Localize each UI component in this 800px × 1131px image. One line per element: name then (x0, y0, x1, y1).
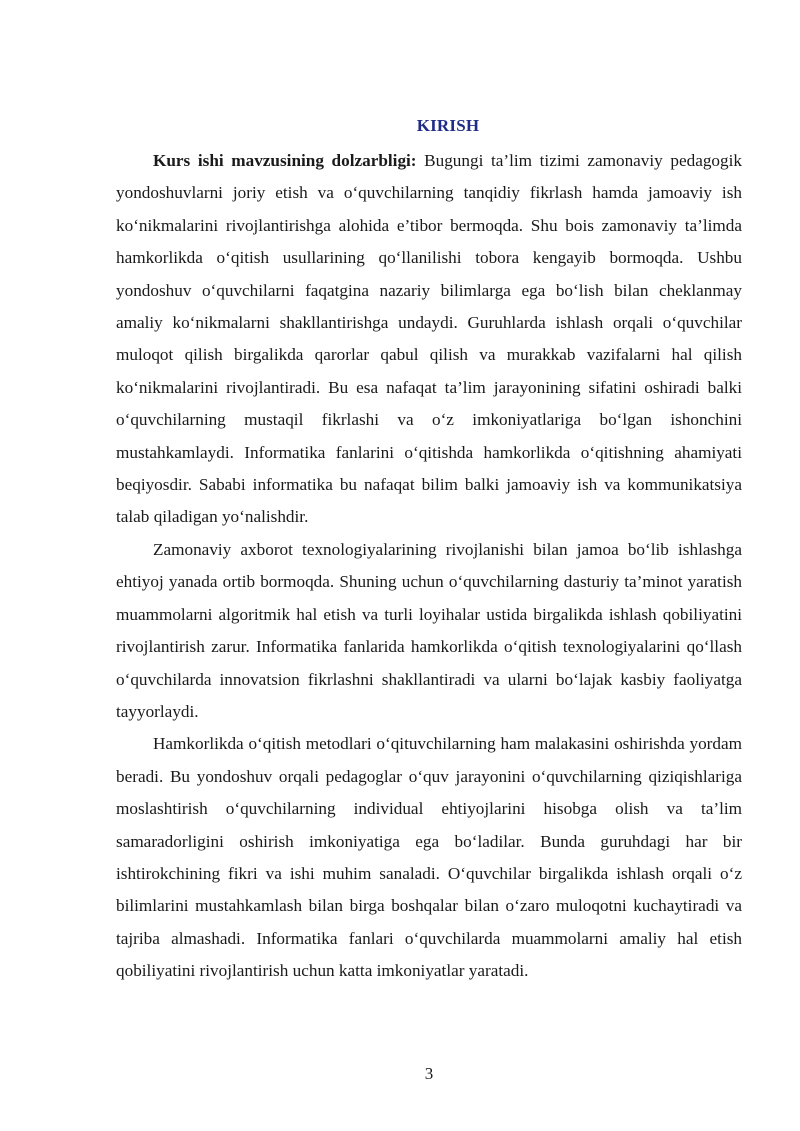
paragraph-1-text: Bugungi ta’lim tizimi zamonaviy pedagogik yondoshuvlarni joriy etish va o‘quvchilarning tanqidiy fikrlash hamda jamoaviy ish ko‘nikmalarini rivojlantirishga alohida e’tibor bermoqda. Shu bois zamonaviy ta’limda hamkorlikda o‘qitish usullarining qo‘llanilishi tobora kengayib bormoqda. Ushbu yondoshuv o‘quvchilarni faqatgina nazariy bilimlarga ega bo‘lish bilan cheklanmay amaliy ko‘nikmalarni shakllantirishga undaydi. Guruhlarda ishlash orqali o‘quvchilar muloqot qilish birgalikda qarorlar qabul qilish va murakkab vazifalarni hal qilish ko‘nikmalarini rivojlantiradi. Bu esa nafaqat ta’lim jarayonining sifatini oshiradi balki o‘quvchilarning mustaqil fikrlashi va o‘z imkoniyatlariga bo‘lgan ishonchini mustahkamlaydi. Informatika fanlarini o‘qitishda hamkorlikda o‘qitishning ahamiyati beqiyosdir. Sababi informatika bu nafaqat bilim balki jamoaviy ish va kommunikatsiya talab qiladigan yo‘nalishdir. (116, 151, 742, 527)
section-title: KIRISH (416, 116, 480, 135)
paragraph-3: Hamkorlikda o‘qitish metodlari o‘qituvchilarning ham malakasini oshirishda yordam beradi. Bu yondoshuv orqali pedagoglar o‘quv jarayonini o‘quvchilarning qiziqishlariga moslashtirish o‘quvchilarning individual ehtiyojlarini hisobga olish va ta’lim samaradorligini oshirish imkoniyatiga ega bo‘ladilar. Bunda guruhdagi har bir ishtirokchining fikri va ishi muhim sanaladi. O‘quvchilar birgalikda ishlash orqali o‘z bilimlarini mustahkamlash bilan birga boshqalar bilan o‘zaro muloqotni kuchaytiradi va tajriba almashadi. Informatika fanlari o‘quvchilarda muammolarni amaliy hal etish qobiliyatini rivojlantirish uchun katta imkoniyatlar yaratadi. (116, 734, 742, 981)
page-number: 3 (424, 1064, 434, 1083)
body-text (116, 145, 742, 988)
paragraph-2: Zamonaviy axborot texnologiyalarining rivojlanishi bilan jamoa bo‘lib ishlashga ehtiyoj yanada ortib bormoqda. Shuning uchun o‘quvchilarning dasturiy ta’minot yaratish muammolarni algoritmik hal etish va turli loyihalar ustida birgalikda ishlash qobiliyatini rivojlantirish zarur. Informatika fanlarida hamkorlikda o‘qitish texnologiyalarini qo‘llash o‘quvchilarda innovatsion fikrlashni shakllantiradi va ularni bo‘lajak kasbiy faoliyatga tayyorlaydi. (116, 539, 742, 721)
paragraph-lead: Kurs ishi mavzusining dolzarbligi: (153, 151, 417, 170)
paragraph-1 (116, 145, 742, 534)
